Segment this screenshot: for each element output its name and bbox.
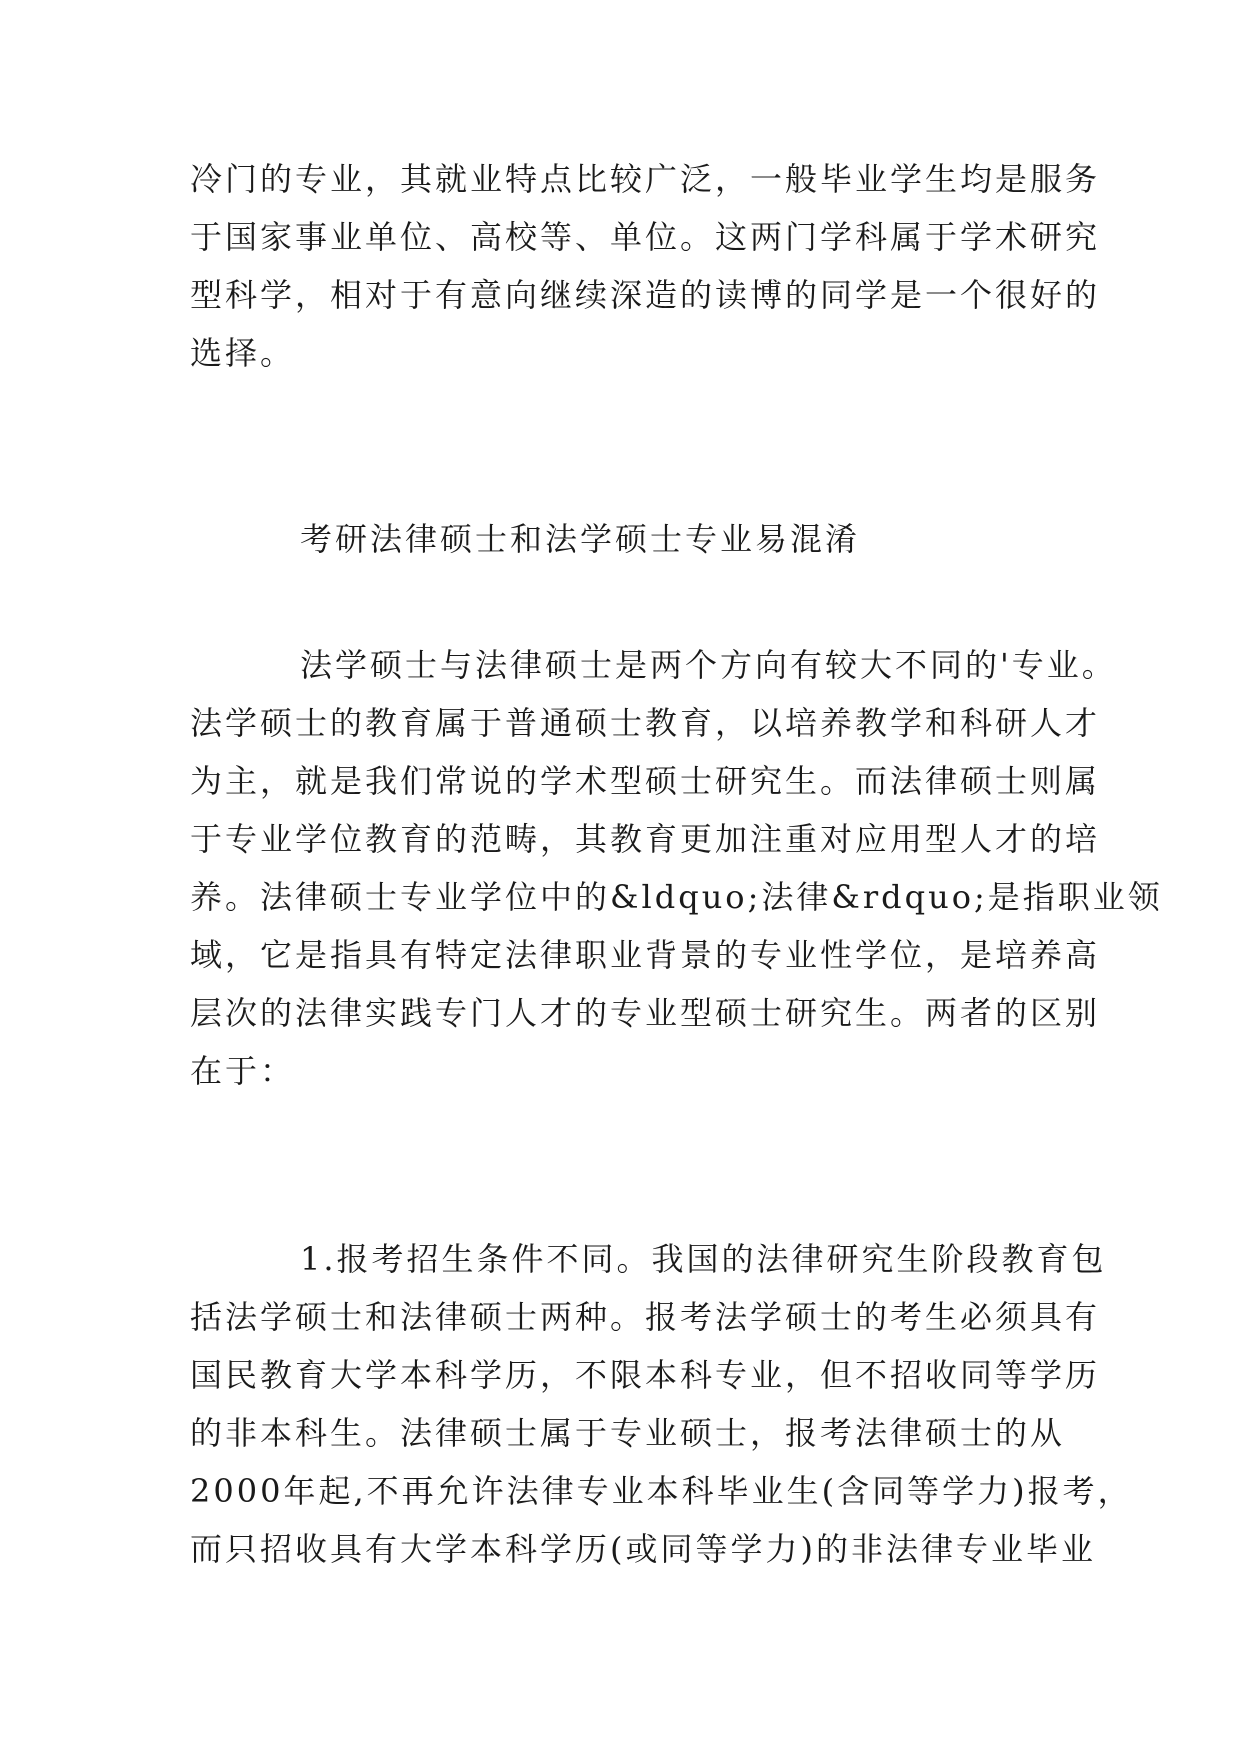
paragraph-line: 于专业学位教育的范畴，其教育更加注重对应用型人才的培: [190, 820, 1101, 858]
section-heading: 考研法律硕士和法学硕士专业易混淆: [300, 520, 861, 558]
paragraph-line: 选择。: [190, 334, 296, 372]
paragraph-line: 型科学，相对于有意向继续深造的读博的同学是一个很好的: [190, 276, 1101, 314]
paragraph-line: 在于：: [190, 1052, 296, 1090]
paragraph-line: 法学硕士的教育属于普通硕士教育，以培养教学和科研人才: [190, 704, 1101, 742]
paragraph-line: 层次的法律实践专门人才的专业型硕士研究生。两者的区别: [190, 994, 1101, 1032]
paragraph-3: [190, 1230, 1133, 1578]
paragraph-line: 括法学硕士和法律硕士两种。报考法学硕士的考生必须具有: [190, 1298, 1101, 1336]
paragraph-line: 1.报考招生条件不同。我国的法律研究生阶段教育包: [300, 1240, 1107, 1278]
paragraph-line: 国民教育大学本科学历，不限本科专业，但不招收同等学历: [190, 1356, 1101, 1394]
paragraph-line: 冷门的专业，其就业特点比较广泛，一般毕业学生均是服务: [190, 160, 1101, 198]
paragraph-line: 为主，就是我们常说的学术型硕士研究生。而法律硕士则属: [190, 762, 1101, 800]
paragraph-line: 的非本科生。法律硕士属于专业硕士，报考法律硕士的从: [190, 1414, 1066, 1452]
paragraph-line: 域，它是指具有特定法律职业背景的专业性学位，是培养高: [190, 936, 1101, 974]
paragraph-line: 法学硕士与法律硕士是两个方向有较大不同的'专业。: [300, 646, 1117, 684]
paragraph-line: 养。法律硕士专业学位中的&ldquo;法律&rdquo;是指职业领: [190, 878, 1163, 916]
paragraph-line: 而只招收具有大学本科学历(或同等学力)的非法律专业毕业: [190, 1530, 1096, 1568]
paragraph-line: 于国家事业单位、高校等、单位。这两门学科属于学术研究: [190, 218, 1101, 256]
paragraph-2: [190, 636, 1163, 1100]
paragraph-line: 2000年起,不再允许法律专业本科毕业生(含同等学力)报考，: [190, 1472, 1133, 1510]
paragraph-1: [190, 150, 1101, 382]
